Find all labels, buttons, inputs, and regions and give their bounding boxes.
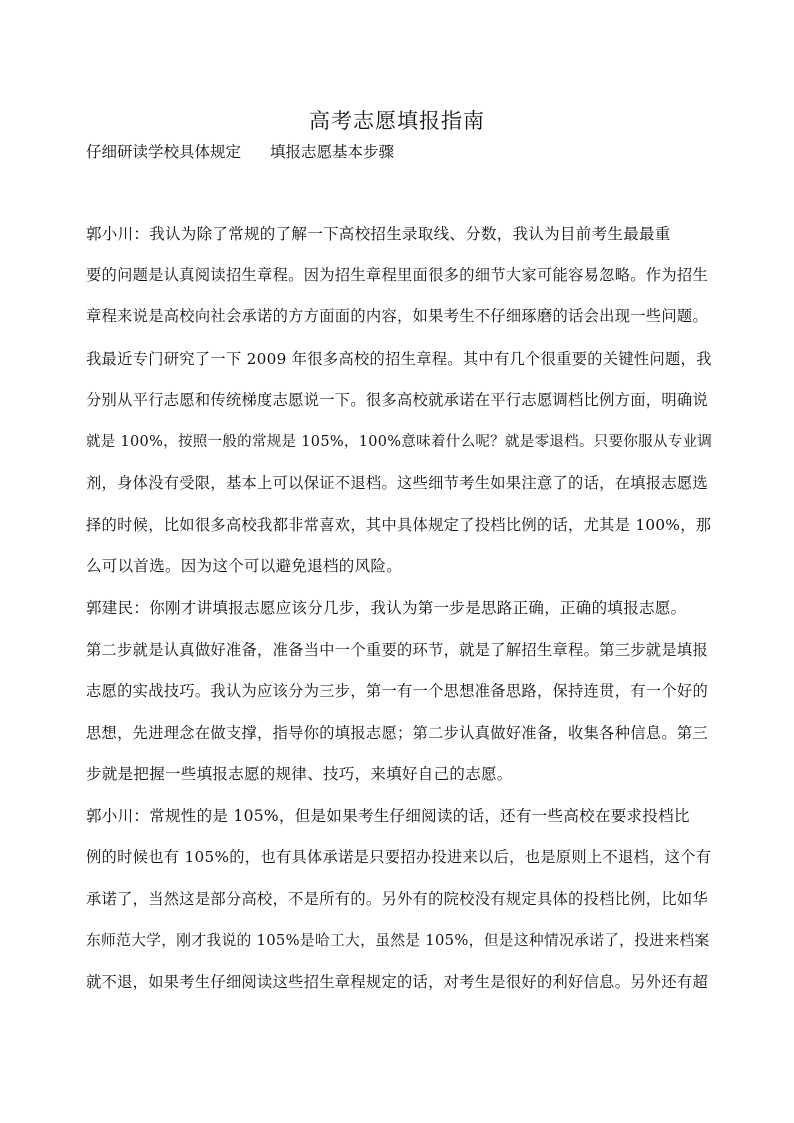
body-line: 第二步就是认真做好准备，准备当中一个重要的环节，就是了解招生章程。第三步就是填报 <box>86 641 708 659</box>
body-line: 我最近专门研究了一下 2009 年很多高校的招生章程。其中有几个很重要的关键性问题，我 <box>86 350 712 368</box>
body-line: 择的时候，比如很多高校我都非常喜欢，其中具体规定了投档比例的话，尤其是 100%，那 <box>86 516 712 534</box>
body-line: 步就是把握一些填报志愿的规律、技巧，来填好自己的志愿。 <box>86 765 513 783</box>
body-line: 郭小川：我认为除了常规的了解一下高校招生录取线、分数，我认为目前考生最最重 <box>86 225 671 243</box>
body-line: 就不退，如果考生仔细阅读这些招生章程规定的话，对考生是很好的利好信息。另外还有超 <box>86 973 708 991</box>
body-line: 承诺了，当然这是部分高校，不是所有的。另外有的院校没有规定具体的投档比例，比如华 <box>86 890 708 908</box>
body-line: 就是 100%，按照一般的常规是 105%，100%意味着什么呢？就是零退档。只要你服从专业调 <box>86 434 713 450</box>
subtitle-study-rules: 仔细研读学校具体规定 <box>86 143 242 161</box>
subtitle-basic-steps: 填报志愿基本步骤 <box>269 143 394 161</box>
body-line: 么可以首选。因为这个可以避免退档的风险。 <box>86 557 403 575</box>
body-line: 郭小川：常规性的是 105%，但是如果考生仔细阅读的话，还有一些高校在要求投档比 <box>86 807 690 825</box>
body-line: 例的时候也有 105%的，也有具体承诺是只要招办投进来以后，也是原则上不退档，这个有 <box>86 848 712 866</box>
body-line: 要的问题是认真阅读招生章程。因为招生章程里面很多的细节大家可能容易忽略。作为招生 <box>86 266 708 284</box>
body-line: 剂，身体没有受限，基本上可以保证不退档。这些细节考生如果注意了的话，在填报志愿选 <box>86 474 708 492</box>
body-line: 志愿的实战技巧。我认为应该分为三步，第一有一个思想准备思路，保持连贯，有一个好的 <box>86 682 708 700</box>
body-line: 章程来说是高校向社会承诺的方方面面的内容，如果考生不仔细琢磨的话会出现一些问题。 <box>86 307 708 325</box>
body-line: 东师范大学，刚才我说的 105%是哈工大，虽然是 105%，但是这种情况承诺了，投进来档案 <box>86 932 710 949</box>
body-line: 分别从平行志愿和传统梯度志愿说一下。很多高校就承诺在平行志愿调档比例方面，明确说 <box>86 391 708 409</box>
body-line: 郭建民：你刚才讲填报志愿应该分几步，我认为第一步是思路正确，正确的填报志愿。 <box>86 599 687 617</box>
subtitle-row <box>86 140 394 162</box>
document-title: 高考志愿填报指南 <box>309 109 485 133</box>
body-line: 思想，先进理念在做支撑，指导你的填报志愿；第二步认真做好准备，收集各种信息。第三 <box>86 724 708 742</box>
